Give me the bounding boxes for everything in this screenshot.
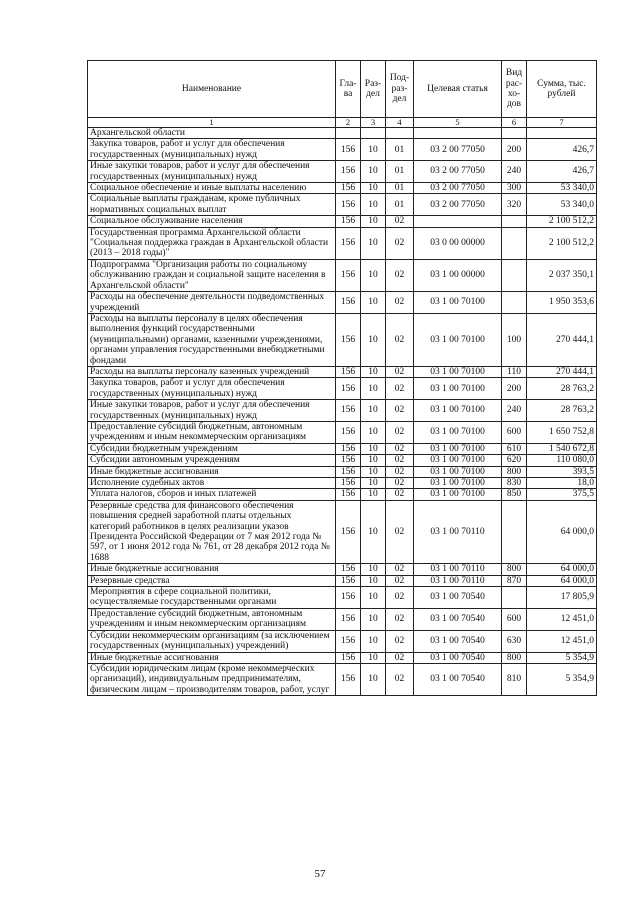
row-target-article: 03 1 00 70540 bbox=[414, 608, 502, 630]
row-section: 10 bbox=[361, 366, 386, 377]
row-subsection: 02 bbox=[386, 500, 414, 563]
row-expense-type bbox=[502, 128, 527, 139]
row-target-article: 03 1 00 70100 bbox=[414, 455, 502, 466]
table-row bbox=[88, 564, 597, 575]
table-row bbox=[88, 259, 597, 291]
table-row bbox=[88, 194, 597, 216]
table-row bbox=[88, 313, 597, 366]
row-chapter: 156 bbox=[336, 194, 361, 216]
column-number: 1 bbox=[88, 118, 336, 128]
row-name: Исполнение судебных актов bbox=[88, 478, 336, 489]
row-section: 10 bbox=[361, 608, 386, 630]
row-name: Социальное обеспечение и иные выплаты населению bbox=[88, 183, 336, 194]
row-expense-type bbox=[502, 227, 527, 259]
row-expense-type: 830 bbox=[502, 478, 527, 489]
row-subsection: 01 bbox=[386, 183, 414, 194]
row-sum: 270 444,1 bbox=[527, 366, 597, 377]
row-expense-type: 850 bbox=[502, 489, 527, 500]
row-subsection: 02 bbox=[386, 455, 414, 466]
row-subsection: 02 bbox=[386, 564, 414, 575]
row-target-article: 03 1 00 70100 bbox=[414, 378, 502, 400]
row-sum: 64 000,0 bbox=[527, 575, 597, 586]
row-chapter: 156 bbox=[336, 400, 361, 422]
row-sum: 393,5 bbox=[527, 466, 597, 477]
row-target-article bbox=[414, 128, 502, 139]
column-number: 7 bbox=[527, 118, 597, 128]
table-row bbox=[88, 400, 597, 422]
row-subsection: 02 bbox=[386, 366, 414, 377]
row-target-article: 03 2 00 77050 bbox=[414, 161, 502, 183]
row-sum: 12 451,0 bbox=[527, 608, 597, 630]
row-target-article: 03 1 00 70540 bbox=[414, 663, 502, 695]
page-number: 57 bbox=[314, 868, 326, 880]
row-chapter: 156 bbox=[336, 466, 361, 477]
column-number: 4 bbox=[386, 118, 414, 128]
row-target-article bbox=[414, 216, 502, 227]
row-target-article: 03 1 00 70540 bbox=[414, 630, 502, 652]
row-expense-type: 320 bbox=[502, 194, 527, 216]
row-expense-type: 100 bbox=[502, 313, 527, 366]
row-target-article: 03 2 00 77050 bbox=[414, 194, 502, 216]
row-expense-type: 600 bbox=[502, 608, 527, 630]
row-section: 10 bbox=[361, 183, 386, 194]
row-target-article: 03 1 00 00000 bbox=[414, 259, 502, 291]
table-row bbox=[88, 216, 597, 227]
row-name: Иные бюджетные ассигнования bbox=[88, 466, 336, 477]
row-section: 10 bbox=[361, 663, 386, 695]
row-expense-type bbox=[502, 292, 527, 314]
row-section: 10 bbox=[361, 227, 386, 259]
row-target-article: 03 1 00 70100 bbox=[414, 443, 502, 454]
row-target-article: 03 1 00 70100 bbox=[414, 421, 502, 443]
row-section: 10 bbox=[361, 652, 386, 663]
row-chapter: 156 bbox=[336, 366, 361, 377]
header-name: Наименование bbox=[88, 61, 336, 118]
row-sum: 375,5 bbox=[527, 489, 597, 500]
row-chapter: 156 bbox=[336, 500, 361, 563]
row-sum: 18,0 bbox=[527, 478, 597, 489]
row-target-article: 03 2 00 77050 bbox=[414, 139, 502, 161]
table-row bbox=[88, 421, 597, 443]
row-name: Архангельской области bbox=[88, 128, 336, 139]
row-section: 10 bbox=[361, 292, 386, 314]
row-chapter: 156 bbox=[336, 227, 361, 259]
table-row bbox=[88, 455, 597, 466]
table-row bbox=[88, 443, 597, 454]
row-subsection: 02 bbox=[386, 443, 414, 454]
row-subsection: 02 bbox=[386, 652, 414, 663]
row-expense-type bbox=[502, 216, 527, 227]
header-target-article: Целевая статья bbox=[414, 61, 502, 118]
row-section: 10 bbox=[361, 478, 386, 489]
row-expense-type: 110 bbox=[502, 366, 527, 377]
row-expense-type: 200 bbox=[502, 378, 527, 400]
row-section: 10 bbox=[361, 500, 386, 563]
row-name: Расходы на обеспечение деятельности подведомственных учреждений bbox=[88, 292, 336, 314]
row-name: Закупка товаров, работ и услуг для обеспечения государственных (муниципальных) нужд bbox=[88, 378, 336, 400]
table-body bbox=[88, 128, 597, 696]
table-row bbox=[88, 608, 597, 630]
row-subsection: 02 bbox=[386, 575, 414, 586]
column-number-row bbox=[88, 118, 597, 128]
row-sum: 2 100 512,2 bbox=[527, 227, 597, 259]
row-chapter: 156 bbox=[336, 587, 361, 609]
table-row bbox=[88, 128, 597, 139]
table-row bbox=[88, 466, 597, 477]
table-row bbox=[88, 630, 597, 652]
row-section: 10 bbox=[361, 489, 386, 500]
row-chapter bbox=[336, 128, 361, 139]
row-section: 10 bbox=[361, 575, 386, 586]
row-sum: 110 080,0 bbox=[527, 455, 597, 466]
row-chapter: 156 bbox=[336, 630, 361, 652]
row-sum: 5 354,9 bbox=[527, 652, 597, 663]
row-chapter: 156 bbox=[336, 663, 361, 695]
row-subsection: 02 bbox=[386, 421, 414, 443]
table-row bbox=[88, 378, 597, 400]
row-subsection: 02 bbox=[386, 227, 414, 259]
row-name: Социальное обслуживание населения bbox=[88, 216, 336, 227]
row-target-article: 03 2 00 77050 bbox=[414, 183, 502, 194]
row-chapter: 156 bbox=[336, 608, 361, 630]
table-row bbox=[88, 161, 597, 183]
header-sum: Сумма, тыс. рублей bbox=[527, 61, 597, 118]
row-expense-type: 800 bbox=[502, 564, 527, 575]
row-expense-type bbox=[502, 259, 527, 291]
header-row bbox=[88, 61, 597, 118]
row-sum: 1 650 752,8 bbox=[527, 421, 597, 443]
row-section: 10 bbox=[361, 161, 386, 183]
row-sum: 28 763,2 bbox=[527, 378, 597, 400]
row-chapter: 156 bbox=[336, 259, 361, 291]
row-chapter: 156 bbox=[336, 292, 361, 314]
row-target-article: 03 1 00 70100 bbox=[414, 478, 502, 489]
table-row bbox=[88, 183, 597, 194]
row-sum bbox=[527, 128, 597, 139]
row-name: Предоставление субсидий бюджетным, автономным учреждениям и иным некоммерческим организациям bbox=[88, 421, 336, 443]
row-expense-type: 300 bbox=[502, 183, 527, 194]
row-chapter: 156 bbox=[336, 216, 361, 227]
column-number: 6 bbox=[502, 118, 527, 128]
row-name: Социальные выплаты гражданам, кроме публичных нормативных социальных выплат bbox=[88, 194, 336, 216]
row-subsection: 02 bbox=[386, 587, 414, 609]
row-section: 10 bbox=[361, 630, 386, 652]
row-subsection bbox=[386, 128, 414, 139]
row-target-article: 03 1 00 70110 bbox=[414, 575, 502, 586]
row-sum: 53 340,0 bbox=[527, 194, 597, 216]
table-row bbox=[88, 292, 597, 314]
row-chapter: 156 bbox=[336, 183, 361, 194]
table-row bbox=[88, 366, 597, 377]
row-expense-type bbox=[502, 587, 527, 609]
row-chapter: 156 bbox=[336, 478, 361, 489]
row-expense-type: 800 bbox=[502, 652, 527, 663]
row-sum: 12 451,0 bbox=[527, 630, 597, 652]
row-sum: 17 805,9 bbox=[527, 587, 597, 609]
row-name: Иные бюджетные ассигнования bbox=[88, 564, 336, 575]
row-subsection: 01 bbox=[386, 194, 414, 216]
row-sum: 2 037 350,1 bbox=[527, 259, 597, 291]
row-sum: 64 000,0 bbox=[527, 564, 597, 575]
row-subsection: 01 bbox=[386, 161, 414, 183]
row-subsection: 02 bbox=[386, 466, 414, 477]
row-name: Предоставление субсидий бюджетным, автономным учреждениям и иным некоммерческим организациям bbox=[88, 608, 336, 630]
table-row bbox=[88, 500, 597, 563]
row-chapter: 156 bbox=[336, 378, 361, 400]
row-expense-type: 620 bbox=[502, 455, 527, 466]
row-section: 10 bbox=[361, 455, 386, 466]
row-sum: 53 340,0 bbox=[527, 183, 597, 194]
row-name: Закупка товаров, работ и услуг для обеспечения государственных (муниципальных) нужд bbox=[88, 139, 336, 161]
table-row bbox=[88, 489, 597, 500]
row-sum: 2 100 512,2 bbox=[527, 216, 597, 227]
row-target-article: 03 0 00 00000 bbox=[414, 227, 502, 259]
row-target-article: 03 1 00 70100 bbox=[414, 466, 502, 477]
row-name: Резервные средства bbox=[88, 575, 336, 586]
row-subsection: 02 bbox=[386, 313, 414, 366]
row-name: Иные бюджетные ассигнования bbox=[88, 652, 336, 663]
row-section bbox=[361, 128, 386, 139]
row-section: 10 bbox=[361, 421, 386, 443]
row-sum: 5 354,9 bbox=[527, 663, 597, 695]
row-expense-type bbox=[502, 500, 527, 563]
table-row bbox=[88, 652, 597, 663]
row-name: Иные закупки товаров, работ и услуг для обеспечения государственных (муниципальных) нужд bbox=[88, 161, 336, 183]
row-chapter: 156 bbox=[336, 139, 361, 161]
row-expense-type: 240 bbox=[502, 161, 527, 183]
row-target-article: 03 1 00 70110 bbox=[414, 564, 502, 575]
row-section: 10 bbox=[361, 587, 386, 609]
row-sum: 64 000,0 bbox=[527, 500, 597, 563]
row-chapter: 156 bbox=[336, 564, 361, 575]
row-expense-type: 810 bbox=[502, 663, 527, 695]
row-name: Расходы на выплаты персоналу в целях обеспечения выполнения функций государственными (муниципальными) органами, казенными учреждениями, органами управления государственными внебюджетными фондами bbox=[88, 313, 336, 366]
row-subsection: 02 bbox=[386, 630, 414, 652]
row-name: Государственная программа Архангельской области "Социальная поддержка граждан в Архангельской области (2013 – 2018 годы)" bbox=[88, 227, 336, 259]
row-subsection: 01 bbox=[386, 139, 414, 161]
table-row bbox=[88, 139, 597, 161]
row-subsection: 02 bbox=[386, 216, 414, 227]
row-sum: 28 763,2 bbox=[527, 400, 597, 422]
row-sum: 270 444,1 bbox=[527, 313, 597, 366]
row-name: Субсидии автономным учреждениям bbox=[88, 455, 336, 466]
row-subsection: 02 bbox=[386, 608, 414, 630]
row-chapter: 156 bbox=[336, 161, 361, 183]
row-name: Субсидии юридическим лицам (кроме некоммерческих организаций), индивидуальным предпринимателям, физическим лицам – производителям товаров, работ, услуг bbox=[88, 663, 336, 695]
row-section: 10 bbox=[361, 194, 386, 216]
row-section: 10 bbox=[361, 564, 386, 575]
row-expense-type: 630 bbox=[502, 630, 527, 652]
row-chapter: 156 bbox=[336, 313, 361, 366]
row-sum: 1 540 672,8 bbox=[527, 443, 597, 454]
row-section: 10 bbox=[361, 139, 386, 161]
row-chapter: 156 bbox=[336, 489, 361, 500]
row-subsection: 02 bbox=[386, 489, 414, 500]
row-expense-type: 610 bbox=[502, 443, 527, 454]
row-chapter: 156 bbox=[336, 443, 361, 454]
row-section: 10 bbox=[361, 443, 386, 454]
header-expense-type: Вид рас-хо-дов bbox=[502, 61, 527, 118]
row-section: 10 bbox=[361, 259, 386, 291]
table-row bbox=[88, 587, 597, 609]
row-name: Субсидии бюджетным учреждениям bbox=[88, 443, 336, 454]
budget-table bbox=[87, 60, 597, 696]
column-number: 2 bbox=[336, 118, 361, 128]
row-subsection: 02 bbox=[386, 259, 414, 291]
row-target-article: 03 1 00 70100 bbox=[414, 400, 502, 422]
row-target-article: 03 1 00 70100 bbox=[414, 489, 502, 500]
row-expense-type: 200 bbox=[502, 139, 527, 161]
row-expense-type: 870 bbox=[502, 575, 527, 586]
row-expense-type: 240 bbox=[502, 400, 527, 422]
row-name: Расходы на выплаты персоналу казенных учреждений bbox=[88, 366, 336, 377]
column-number: 3 bbox=[361, 118, 386, 128]
row-subsection: 02 bbox=[386, 478, 414, 489]
row-chapter: 156 bbox=[336, 575, 361, 586]
row-name: Подпрограмма "Организация работы по социальному обслуживанию граждан и социальной защите населения в Архангельской области" bbox=[88, 259, 336, 291]
table-row bbox=[88, 663, 597, 695]
row-name: Уплата налогов, сборов и иных платежей bbox=[88, 489, 336, 500]
row-subsection: 02 bbox=[386, 292, 414, 314]
row-sum: 1 950 353,6 bbox=[527, 292, 597, 314]
row-target-article: 03 1 00 70100 bbox=[414, 366, 502, 377]
row-target-article: 03 1 00 70100 bbox=[414, 292, 502, 314]
row-section: 10 bbox=[361, 378, 386, 400]
row-chapter: 156 bbox=[336, 652, 361, 663]
row-target-article: 03 1 00 70540 bbox=[414, 652, 502, 663]
row-subsection: 02 bbox=[386, 663, 414, 695]
row-subsection: 02 bbox=[386, 378, 414, 400]
row-chapter: 156 bbox=[336, 421, 361, 443]
header-subsection: Под-раз-дел bbox=[386, 61, 414, 118]
header-chapter: Гла-ва bbox=[336, 61, 361, 118]
row-section: 10 bbox=[361, 313, 386, 366]
row-expense-type: 800 bbox=[502, 466, 527, 477]
row-name: Субсидии некоммерческим организациям (за исключением государственных (муниципальных) учреждений) bbox=[88, 630, 336, 652]
row-subsection: 02 bbox=[386, 400, 414, 422]
row-section: 10 bbox=[361, 400, 386, 422]
row-name: Иные закупки товаров, работ и услуг для обеспечения государственных (муниципальных) нужд bbox=[88, 400, 336, 422]
header-section: Раз-дел bbox=[361, 61, 386, 118]
row-name: Резервные средства для финансового обеспечения повышения средней заработной платы отдельных категорий работников в целях реализации указов Президента Российской Федерации от 7 мая 2012 года № 597, от 1 июня 2012 года № 761, от 28 декабря 2012 года № 1688 bbox=[88, 500, 336, 563]
row-section: 10 bbox=[361, 216, 386, 227]
row-name: Мероприятия в сфере социальной политики, осуществляемые государственными органами bbox=[88, 587, 336, 609]
table-row bbox=[88, 478, 597, 489]
row-target-article: 03 1 00 70100 bbox=[414, 313, 502, 366]
row-chapter: 156 bbox=[336, 455, 361, 466]
table-row bbox=[88, 227, 597, 259]
column-number: 5 bbox=[414, 118, 502, 128]
row-target-article: 03 1 00 70540 bbox=[414, 587, 502, 609]
row-sum: 426,7 bbox=[527, 139, 597, 161]
row-sum: 426,7 bbox=[527, 161, 597, 183]
row-target-article: 03 1 00 70110 bbox=[414, 500, 502, 563]
table-row bbox=[88, 575, 597, 586]
row-expense-type: 600 bbox=[502, 421, 527, 443]
row-section: 10 bbox=[361, 466, 386, 477]
